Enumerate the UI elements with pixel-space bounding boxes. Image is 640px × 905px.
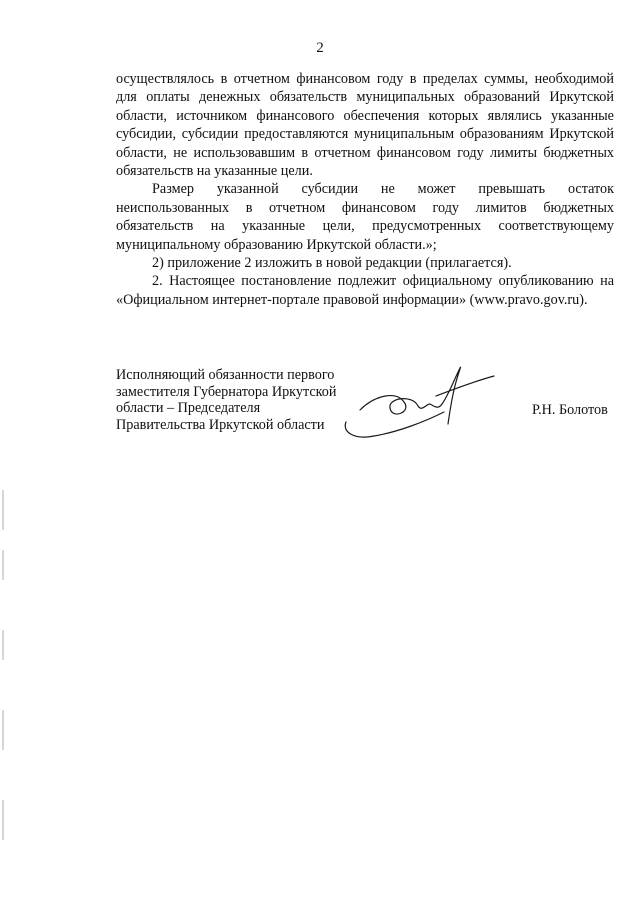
document-body: [116, 70, 614, 309]
paragraph-appendix: 2) приложение 2 изложить в новой редакции (прилагается).: [152, 255, 512, 272]
scan-edge-marks: [0, 490, 10, 870]
signer-position: [116, 367, 336, 433]
handwritten-signature: [340, 360, 500, 442]
signer-position-line: области – Председателя: [116, 400, 261, 416]
signer-position-line: Правительства Иркутской области: [116, 416, 325, 433]
paragraph-subsidy-limit: Размер указанной субсидии не может превышать остаток неиспользованных в отчетном финансовом году лимитов бюджетных обязательств на указанные цели, предусмотренных соответствующему муниципальному образованию Иркутской области.»;: [116, 181, 614, 253]
signer-position-line: заместителя Губернатора Иркутской: [116, 383, 337, 400]
paragraph-publication: 2. Настоящее постановление подлежит официальному опубликованию на «Официальном интернет-портале правовой информации» (www.pravo.gov.ru).: [116, 273, 614, 308]
signer-position-line: Исполняющий обязанности первого: [116, 367, 335, 383]
page-number: 2: [316, 40, 324, 56]
signer-name: Р.Н. Болотов: [532, 402, 608, 418]
paragraph-continuation: осуществлялось в отчетном финансовом году в пределах суммы, необходимой для оплаты денежных обязательств муниципальных образований Иркутской области, источником финансового обеспечения которых являлись указанные субсидии, субсидии предоставляются муниципальным образованиям Иркутской области, не использовавшим в отчетном финансовом году лимиты бюджетных обязательств на указанные цели.: [116, 71, 614, 180]
